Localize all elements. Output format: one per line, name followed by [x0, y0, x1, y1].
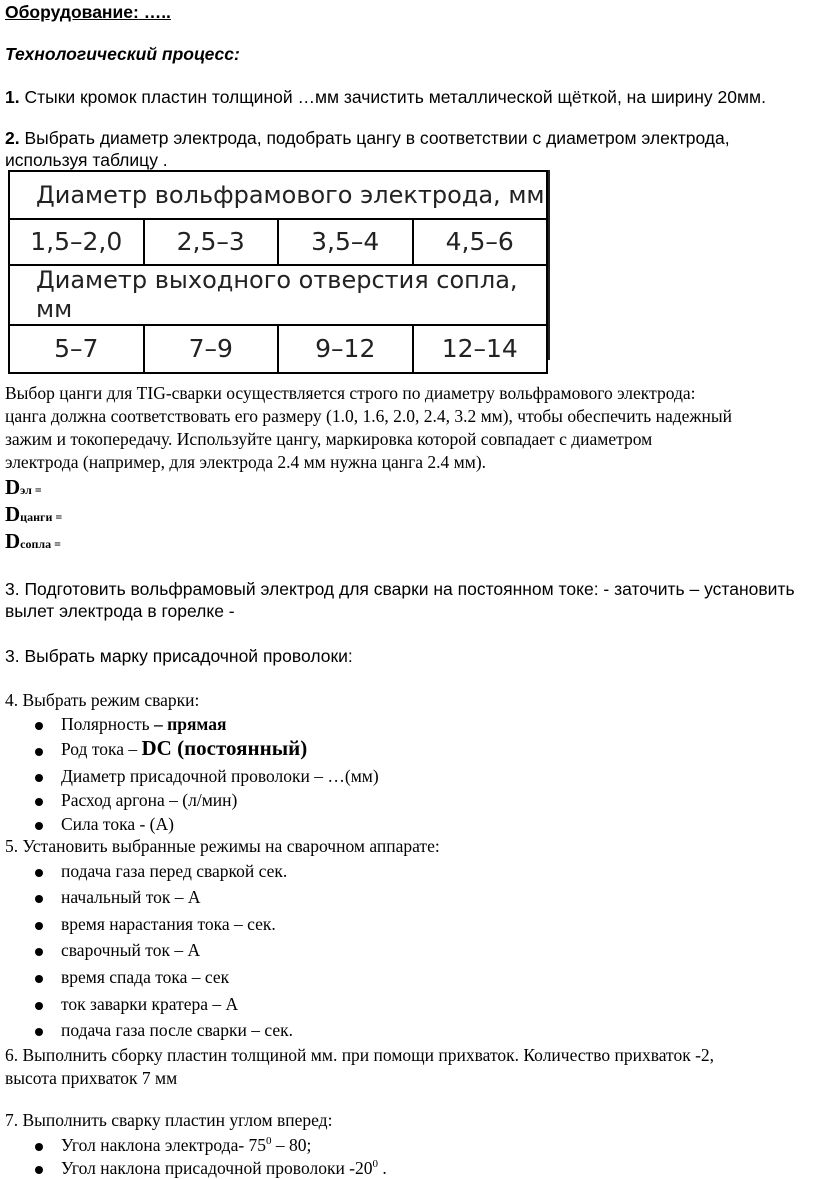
- angle-filler-rest: .: [378, 1158, 387, 1178]
- current-type-label: Род тока –: [61, 739, 142, 759]
- polarity-value: – прямая: [154, 714, 227, 734]
- list-item-text: время нарастания тока – сек.: [61, 914, 276, 934]
- collet-info-line-2: цанга должна соответствовать его размеру (1.0, 1.6, 2.0, 2.4, 3.2 мм), чтобы обеспечить надежный: [5, 406, 732, 426]
- collet-info-line-3: зажим и токопередачу. Используйте цангу, маркировка которой совпадает с диаметром: [5, 429, 653, 449]
- step-5-title: 5. Установить выбранные режимы на сварочном аппарате:: [5, 836, 440, 856]
- list-item-text: сварочный ток – А: [61, 940, 201, 960]
- equipment-value: …..: [138, 2, 171, 22]
- step-2-text: Выбрать диаметр электрода, подобрать цангу в соответствии с диаметром электрода,: [19, 128, 730, 148]
- step-6-line-2: высота прихваток 7 мм: [5, 1068, 178, 1088]
- step-3a-line-1: 3. Подготовить вольфрамовый электрод для сварки на постоянном токе: - заточить – установить: [5, 579, 795, 599]
- process-title: Технологический процесс:: [5, 44, 240, 64]
- step-3a-line-2: вылет электрода в горелке -: [5, 601, 235, 621]
- formula-nozzle: [5, 529, 61, 554]
- angle-electrode-label: Угол наклона электрода- 75: [61, 1135, 267, 1155]
- step-1-text: Стыки кромок пластин толщиной …мм зачистить металлической щёткой, на ширину 20мм.: [19, 87, 766, 107]
- list-item-text: подача газа после сварки – сек.: [61, 1020, 294, 1040]
- step-6-line-1: 6. Выполнить сборку пластин толщиной мм. при помощи прихваток. Количество прихваток -2,: [5, 1045, 715, 1065]
- formula-collet: [5, 502, 62, 527]
- collet-info-line-1: Выбор цанги для TIG-сварки осуществляется строго по диаметру вольфрамового электрода:: [5, 383, 696, 403]
- electrode-nozzle-table: [8, 170, 550, 363]
- table-cell: 1,5–2,0: [9, 219, 144, 265]
- degree-superscript: 0: [372, 1158, 379, 1171]
- collet-info-line-4: электрода (например, для электрода 2.4 мм нужна цанга 2.4 мм).: [5, 452, 487, 472]
- formula-subscript: сопла =: [20, 537, 61, 551]
- list-item-text: ток заварки кратера – А: [61, 994, 239, 1014]
- table-cell: 2,5–3: [144, 219, 279, 265]
- formula-symbol: D: [5, 502, 21, 526]
- step-1-number: 1.: [5, 87, 20, 107]
- current-type-value: DC (постоянный): [141, 736, 308, 760]
- step-1: [5, 87, 766, 108]
- formula-symbol: D: [5, 529, 21, 553]
- angle-filler-label: Угол наклона присадочной проволоки -20: [61, 1158, 373, 1178]
- step-2-number: 2.: [5, 128, 20, 148]
- list-item-text: Сила тока - (А): [61, 814, 174, 834]
- equipment-line: [5, 2, 171, 23]
- list-item-text: время спада тока – сек: [61, 967, 230, 987]
- list-item-text: Расход аргона – (л/мин): [61, 790, 238, 810]
- step-2-line-1: [5, 128, 730, 149]
- step-2-line-2: используя таблицу .: [5, 150, 168, 170]
- formula-symbol: D: [5, 475, 21, 499]
- degree-superscript: 0: [266, 1135, 272, 1148]
- step-4-title: 4. Выбрать режим сварки:: [5, 690, 200, 710]
- table-header-nozzle: Диаметр выходного отверстия сопла, мм: [9, 265, 547, 325]
- list-item-text: подача газа перед сваркой сек.: [61, 861, 288, 881]
- step-3b: 3. Выбрать марку присадочной проволоки:: [5, 646, 353, 666]
- formula-electrode: [5, 475, 42, 500]
- list-item-text: начальный ток – А: [61, 887, 201, 907]
- angle-electrode-rest: – 80;: [271, 1135, 312, 1155]
- table-cell: 4,5–6: [413, 219, 548, 265]
- formula-subscript: цанги =: [20, 510, 63, 524]
- table-cell: 5–7: [9, 325, 144, 373]
- table-cell: 3,5–4: [278, 219, 413, 265]
- polarity-label: Полярность: [61, 714, 155, 734]
- formula-subscript: эл =: [20, 483, 42, 497]
- table-header-electrode: Диаметр вольфрамового электрода, мм: [9, 171, 547, 219]
- table-cell: 9–12: [278, 325, 413, 373]
- equipment-label: Оборудование:: [5, 2, 139, 22]
- step-7-title: 7. Выполнить сварку пластин углом вперед:: [5, 1110, 333, 1130]
- table-cell: 12–14: [413, 325, 548, 373]
- list-item-text: Диаметр присадочной проволоки – …(мм): [61, 766, 379, 786]
- table-cell: 7–9: [144, 325, 279, 373]
